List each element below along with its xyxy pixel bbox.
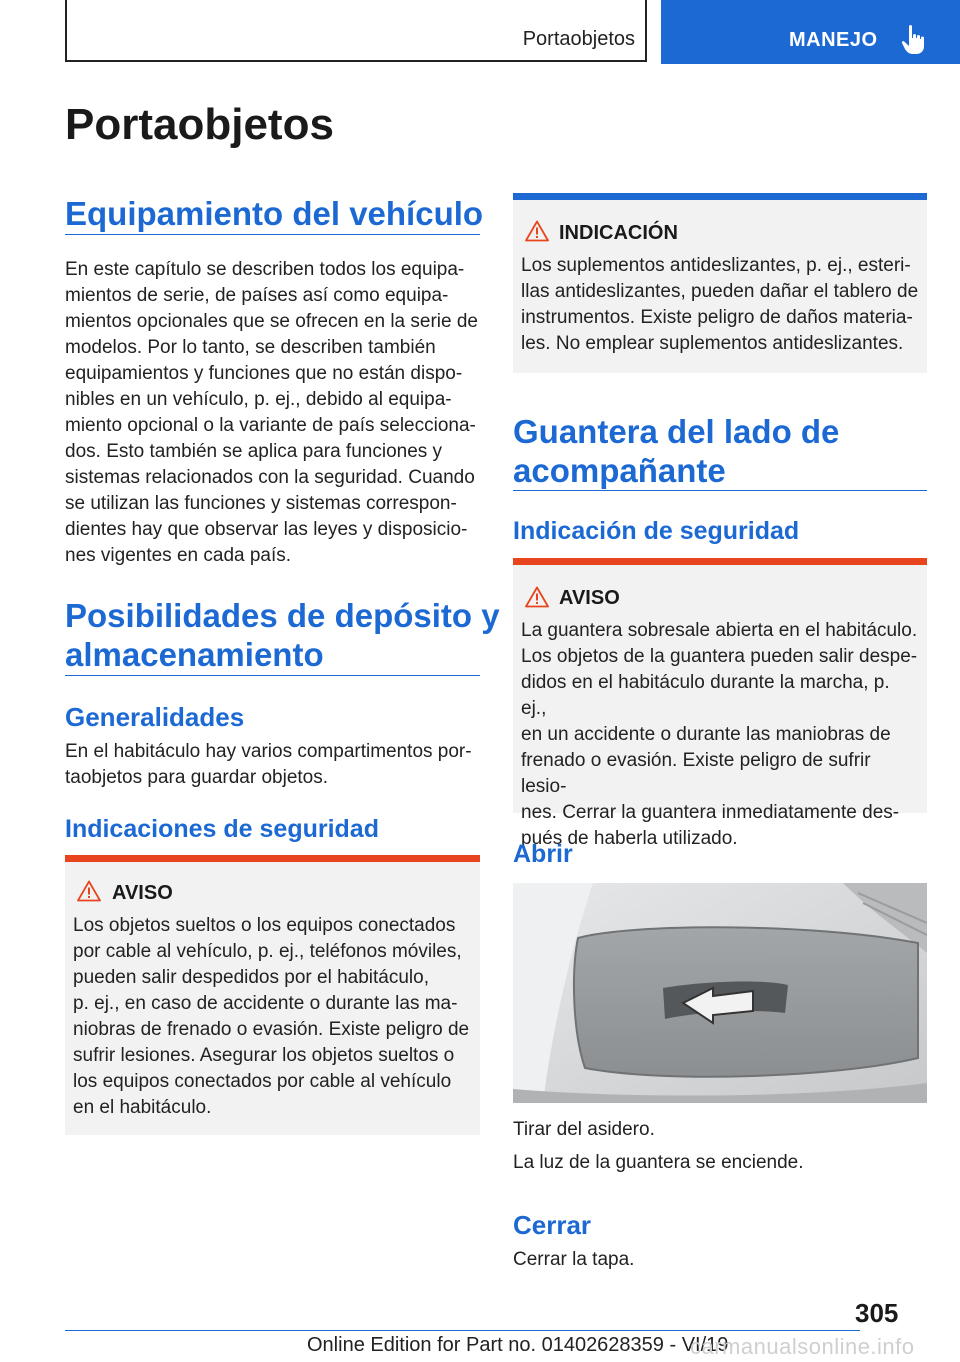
aviso-text: Los objetos sueltos o los equipos conectados por cable al vehículo, p. ej., teléfonos móviles, pueden salir despedidos por el habitáculo, p. ej., en caso de accidente o durante las ma- niobras de frenado o evasión. Existe peligro de sufrir lesiones. Asegurar los objetos sueltos o los equipos conectados por cable al vehículo en el habitáculo. xyxy=(73,915,470,1118)
heading-abrir: Abrir xyxy=(513,840,573,868)
indicacion-title: INDICACIÓN xyxy=(559,222,678,244)
step-tirar: Tirar del asidero. xyxy=(513,1119,655,1140)
page-title: Portaobjetos xyxy=(65,100,334,149)
aviso-box xyxy=(513,558,927,849)
step-luz: La luz de la guantera se enciende. xyxy=(513,1152,804,1173)
heading-rule xyxy=(65,234,480,235)
heading-rule xyxy=(513,490,927,491)
equipamiento-paragraph: En este capítulo se describen todos los equipa- mientos de serie, de países así como equipa- mientos opcionales que se ofrecen en la serie de modelos. Por lo tanto, se describen también equipamientos y funciones que no están dispo- nibles en un vehículo, p. ej., debido al equipa- miento opcional o la variante de país selecciona- dos. Esto también se aplica para funciones y sistemas relacionados con la seguridad. Cuando se utilizan las funciones y sistemas correspon- dientes hay que observar las leyes y disposicio- nes vigentes en cada país. xyxy=(65,259,478,566)
warning-triangle-icon xyxy=(77,880,101,902)
aviso-box xyxy=(65,855,480,1135)
heading-cerrar: Cerrar xyxy=(513,1210,592,1240)
heading-posibilidades: Posibilidades de depósito y almacenamiento xyxy=(65,597,500,673)
header-section-title: Portaobjetos xyxy=(522,28,635,50)
watermark: carmanualsonline.info xyxy=(690,1334,915,1359)
heading-indicacion-seguridad: Indicación de seguridad xyxy=(513,517,800,545)
heading-indicaciones-seguridad: Indicaciones de seguridad xyxy=(65,815,379,843)
header-chapter-tab[interactable] xyxy=(661,0,960,64)
aviso-bar xyxy=(513,558,927,565)
cerrar-text: Cerrar la tapa. xyxy=(513,1249,635,1270)
aviso-title: AVISO xyxy=(559,587,620,609)
warning-triangle-icon xyxy=(525,220,549,242)
indicacion-bar xyxy=(513,193,927,200)
warning-triangle-icon xyxy=(525,586,549,608)
generalidades-paragraph: En el habitáculo hay varios compartimentos por- taobjetos para guardar objetos. xyxy=(65,741,472,788)
heading-guantera: Guantera del lado de acompañante xyxy=(513,413,840,489)
pointing-hand-icon xyxy=(901,24,927,56)
indicacion-text: Los suplementos antideslizantes, p. ej., esteri- llas antideslizantes, pueden dañar el tablero de instrumentos. Existe peligro de daños materia- les. No emplear suplementos antideslizantes. xyxy=(521,255,919,354)
aviso-title: AVISO xyxy=(112,882,173,904)
page-number: 305 xyxy=(855,1298,899,1328)
indicacion-box xyxy=(513,193,927,373)
heading-generalidades: Generalidades xyxy=(65,702,245,732)
footer-rule xyxy=(65,1330,860,1331)
header-chapter-label: MANEJO xyxy=(789,29,878,51)
heading-rule xyxy=(65,675,480,676)
aviso-text: La guantera sobresale abierta en el habitáculo. Los objetos de la guantera pueden salir despe- didos en el habitáculo durante la marcha, p. ej., en un accidente o durante las maniobras de frenado o evasión. Existe peligro de sufrir lesio- nes. Cerrar la guantera inmediatamente des- pués de haberla utilizado. xyxy=(521,620,918,849)
heading-equipamiento: Equipamiento del vehículo xyxy=(65,195,484,232)
glovebox-photo xyxy=(513,883,927,1103)
aviso-bar xyxy=(65,855,480,862)
footer-edition: Online Edition for Part no. 01402628359 - VI/19 xyxy=(307,1334,729,1356)
glovebox-illustration xyxy=(513,883,927,1103)
